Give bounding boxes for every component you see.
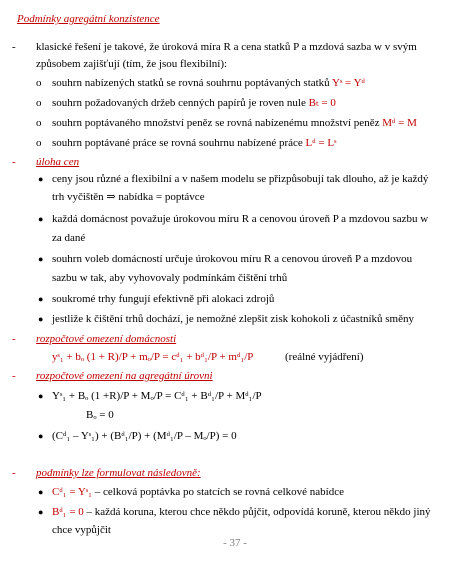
paragraph-line: ceny jsou různé a flexibilní a v našem modelu se přizpůsobují tak dlouho, až je každý [52,173,429,185]
list-item [52,486,344,499]
section-heading: podmínky lze formulovat následovně: [36,467,201,479]
bullet-icon: ● [38,214,44,224]
equation: yˢ₁ + bₒ (1 + R)/P + mₒ/P = cᵈ₁ + bᵈ₁/P + mᵈ₁/P [52,351,254,363]
equation-note: (reálné vyjádření) [285,351,364,363]
circle-bullet-icon: o [36,137,42,149]
paragraph-line: jestliže k čištění trhů dochází, je nemožné zlepšit zisk kohokoli z účastníků směny [52,313,414,325]
equation: Bₜ = 0 [308,97,336,109]
paragraph-line: trh vyčištěn ⇒ nabídka = poptávce [52,191,205,203]
section-heading: úloha cen [36,156,80,168]
equation: Yˢ₁ + Bₒ (1 +R)/P + Mₒ/P = Cᵈ₁ + Bᵈ₁/P + Mᵈ₁/P [52,390,262,402]
section-heading: rozpočtové omezení na agregátní úrovni [36,370,213,382]
bullet-icon: ● [38,487,44,497]
equation: Cᵈ₁ = Yˢ₁ [52,486,93,498]
bullet-icon: ● [38,254,44,264]
circle-bullet-icon: o [36,77,42,89]
section-heading: rozpočtové omezení domácnosti [36,333,177,345]
list-item-text: – každá koruna, kterou chce někdo půjčit, odpovídá koruně, kterou někdo jiný [83,506,431,518]
list-item [52,506,431,519]
list-item-text: – celková poptávka po statcích se rovná celkové nabídce [92,486,345,498]
equation: (Cᵈ₁ – Yˢ₁) + (Bᵈ₁/P) + (Mᵈ₁/P – Mₒ/P) = 0 [52,430,237,442]
section-title: Podmínky agregátní konzistence [17,13,160,25]
equation: Yˢ = Yᵈ [332,77,365,89]
dash-marker: - [12,156,16,168]
paragraph-line: způsobem zajišťují (tím, že jsou flexibilní): [36,58,228,70]
list-item [52,137,336,150]
circle-bullet-icon: o [36,97,42,109]
bullet-icon: ● [38,174,44,184]
paragraph-line: chce vypůjčit [52,524,111,536]
list-item [52,97,336,110]
bullet-icon: ● [38,391,44,401]
dash-marker: - [12,41,16,53]
equation: Bₒ = 0 [86,409,114,421]
bullet-icon: ● [38,507,44,517]
bullet-icon: ● [38,294,44,304]
circle-bullet-icon: o [36,117,42,129]
equation: Mᵈ = M [382,117,417,129]
bullet-icon: ● [38,314,44,324]
paragraph-line: každá domácnost považuje úrokovou míru R a cenovou úroveň P a mzdovou sazbu w [52,213,429,225]
dash-marker: - [12,370,16,382]
list-item-text: souhrn nabízených statků se rovná souhrnu poptávaných statků [52,77,333,89]
page-number: - 37 - [223,537,247,549]
paragraph-line: sazbu w tak, aby vyhovovaly podmínkám čištění trhů [52,272,288,284]
dash-marker: - [12,333,16,345]
equation: Bᵈ₁ = 0 [52,506,84,518]
list-item [52,77,365,90]
bullet-icon: ● [38,431,44,441]
paragraph-line: souhrn voleb domácností určuje úrokovou míru R a cenovou úroveň P a mzdovou [52,253,413,265]
list-item-text: souhrn poptávaného množství peněz se rovná nabízenému množství peněz [52,117,383,129]
paragraph-line: klasické řešení je takové, že úroková míra R a cena statků P a mzdová sazba w v svým [36,41,417,53]
list-item-text: souhrn požadovaných držeb cenných papírů je roven nule [52,97,309,109]
dash-marker: - [12,467,16,479]
list-item [52,117,417,130]
paragraph-line: za dané [52,232,86,244]
equation: Lᵈ = Lˢ [305,137,337,149]
paragraph-line: soukromé trhy fungují efektivně při alokaci zdrojů [52,293,275,305]
list-item-text: souhrn poptávané práce se rovná souhrnu nabízené práce [52,137,306,149]
